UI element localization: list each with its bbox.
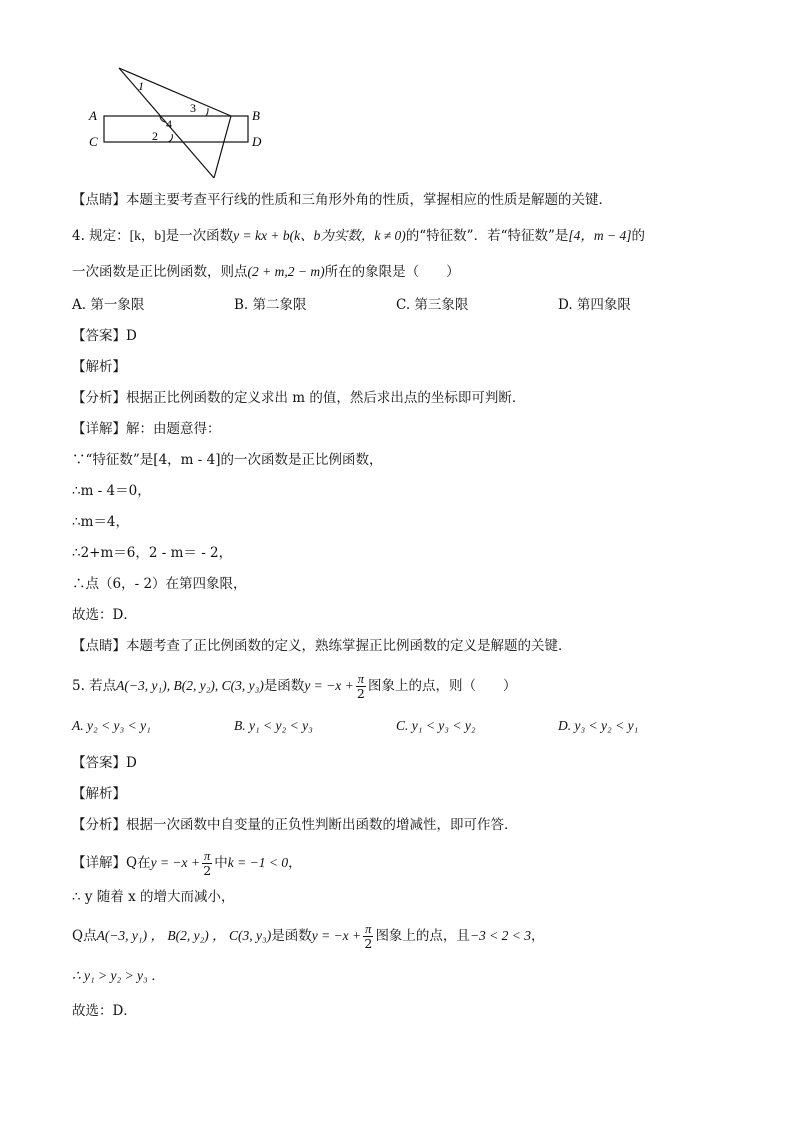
q5-points: A(−3, y₁), B(2, y₂), C(3, y₃)	[116, 678, 264, 693]
q4-option-d[interactable]: D. 第四象限	[558, 297, 631, 313]
q4-stem-line1	[72, 226, 645, 246]
q4-stem-line2	[72, 262, 460, 282]
q5-fraction	[356, 672, 366, 701]
q4-text2: 的“特征数”．若“特征数”是	[405, 228, 569, 244]
q4-detail-5: ∴点（6，- 2）在第四象限，	[72, 576, 247, 592]
q4-option-c[interactable]: C. 第三象限	[396, 297, 469, 313]
q5-detail-3	[72, 922, 545, 951]
q4-option-b[interactable]: B. 第二象限	[234, 297, 307, 313]
label-2: 2	[152, 129, 158, 143]
q4-bracket: [k，b]	[129, 228, 166, 243]
q4-detail-3: ∴m＝4，	[72, 514, 129, 530]
q4-text3: 的	[631, 228, 645, 244]
q5-jiexi: 【解析】	[72, 786, 126, 802]
q5-fraction-den: 2	[356, 686, 365, 701]
q5-detail3-fraction-den: 2	[364, 936, 373, 951]
label-D: D	[252, 134, 262, 149]
q5-detail-since: Q在	[126, 855, 151, 871]
q5-detail-k: k = −1 < 0	[227, 855, 289, 870]
q5-detail-mid: 中	[214, 855, 228, 871]
q5-detail-end: ，	[288, 855, 302, 871]
q5-detail3-end: ，	[531, 928, 545, 944]
q5-answer: 【答案】D	[72, 755, 137, 771]
q5-detail-2: ∴ y 随着 x 的增大而减小，	[72, 889, 235, 905]
q5-detail-1	[72, 849, 302, 878]
q4-note: 【点睛】本题考查了正比例函数的定义，熟练掌握正比例函数的定义是解题的关键．	[72, 638, 572, 654]
q5-detail-5: 故选：D．	[72, 1003, 137, 1019]
q4-text: 是一次函数	[165, 228, 234, 244]
q4-number: 4. 规定：	[72, 228, 130, 244]
q5-equation: y = −x +	[304, 678, 354, 693]
q5-detail-fraction	[202, 849, 212, 878]
q5-detail3-since: Q点	[72, 928, 97, 944]
q5-detail3-fraction-num: π	[365, 922, 372, 936]
q4-answer: 【答案】D	[72, 328, 137, 344]
q4-fenxi: 【分析】根据正比例函数的定义求出 m 的值，然后求出点的坐标即可判断．	[72, 390, 526, 406]
transversal-ab	[119, 68, 231, 116]
q4-detail-6: 故选：D．	[72, 607, 137, 623]
q5-stem	[72, 672, 517, 701]
geometry-figure	[86, 62, 276, 182]
q4-feature-value: [4，m − 4]	[568, 228, 632, 243]
q5-detail3-eq: y = −x +	[311, 928, 362, 943]
angle-arc-3	[206, 108, 208, 116]
label-B: B	[252, 108, 260, 123]
q4-text4: 一次函数是正比例函数，则点	[72, 264, 248, 280]
q5-detail-4: ∴ y₁ > y₂ > y₃ ．	[72, 968, 165, 983]
q5-detail3-text: 是函数	[271, 928, 312, 944]
label-C: C	[89, 134, 98, 149]
transversal-b	[214, 116, 231, 178]
q4-text5: 所在的象限是（ ）	[324, 264, 460, 280]
q5-detail3-points: A(−3, y₁) ， B(2, y₂) ， C(3, y₃)	[96, 928, 272, 943]
q5-detail3-fraction	[363, 922, 373, 951]
q5-option-a[interactable]: A. y₂ < y₃ < y₁	[72, 718, 151, 733]
q5-detail-label: 【详解】	[72, 855, 126, 871]
q5-fenxi: 【分析】根据一次函数中自变量的正负性判断出函数的增减性，即可作答．	[72, 817, 518, 833]
q5-detail-fraction-num: π	[204, 849, 211, 863]
q4-condition: (k、b为实数，k ≠ 0)	[289, 228, 406, 243]
q4-equation: y = kx + b	[233, 228, 290, 243]
q5-detail-fraction-den: 2	[203, 863, 212, 878]
q5-option-c[interactable]: C. y₁ < y₃ < y₂	[396, 718, 476, 733]
q4-detail-0: 【详解】解：由题意得：	[72, 421, 221, 437]
label-4: 4	[166, 117, 172, 131]
q4-detail-1: ∵“特征数”是[4，m - 4]的一次函数是正比例函数，	[72, 452, 383, 468]
q5-option-b[interactable]: B. y₁ < y₂ < y₃	[234, 718, 313, 733]
q5-detail3-text2: 图象上的点，且	[375, 928, 470, 944]
q5-detail3-ineq: −3 < 2 < 3	[469, 928, 532, 943]
label-3: 3	[190, 101, 196, 115]
label-A: A	[89, 108, 97, 123]
label-1: 1	[138, 79, 144, 93]
angle-arc-2	[168, 134, 172, 142]
q5-detail-eq: y = −x +	[150, 855, 201, 870]
q5-text2: 图象上的点，则（ ）	[368, 678, 517, 694]
q4-detail-4: ∴2+m＝6，2 - m＝ - 2，	[72, 545, 233, 561]
q4-jiexi: 【解析】	[72, 359, 126, 375]
q3-note: 【点睛】本题主要考查平行线的性质和三角形外角的性质，掌握相应的性质是解题的关键．	[72, 192, 612, 208]
q4-point: (2 + m,2 − m)	[247, 264, 325, 279]
q4-option-a[interactable]: A. 第一象限	[72, 297, 145, 313]
q5-option-d[interactable]: D. y₃ < y₂ < y₁	[558, 718, 639, 733]
q5-text: 是函数	[263, 678, 305, 694]
q5-number: 5. 若点	[72, 678, 117, 694]
parallel-strip	[104, 116, 248, 142]
q5-fraction-num: π	[357, 672, 365, 686]
q4-detail-2: ∴m - 4＝0，	[72, 483, 151, 499]
